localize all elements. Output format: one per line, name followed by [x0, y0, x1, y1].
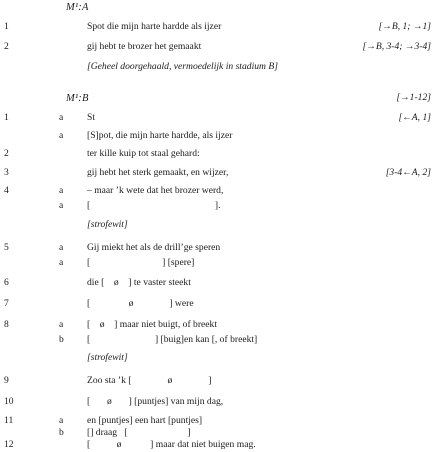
- variant-label: a: [59, 319, 64, 330]
- cross-reference: [→B, 1; →1]: [378, 21, 431, 32]
- variant-label: a: [59, 200, 64, 211]
- line-number: 1: [4, 21, 9, 32]
- section-header-a: M¹:A: [66, 2, 89, 13]
- line-row: [0, 256, 439, 270]
- editorial-note: [0, 351, 439, 365]
- line-text: [ ø ] maar dat niet buigen mag.: [87, 439, 256, 450]
- line-row: [0, 147, 439, 161]
- line-text: St: [87, 112, 96, 123]
- editorial-note: [0, 60, 439, 74]
- line-text: [ ] [buig]en kan [, of breekt]: [87, 334, 258, 345]
- line-text: Zoo sta ’k [ ø ]: [87, 375, 212, 386]
- line-text: – maar ’k wete dat het brozer werd,: [87, 185, 224, 196]
- variant-label: a: [59, 415, 64, 426]
- editorial-note: [0, 218, 439, 232]
- line-row: [0, 166, 439, 180]
- line-row: [0, 318, 439, 332]
- line-row: [0, 333, 439, 347]
- line-row: [0, 199, 439, 213]
- line-row: [0, 276, 439, 290]
- line-row: [0, 111, 439, 125]
- line-text: Spot die mijn harte hardde als ijzer: [87, 21, 222, 32]
- line-number: 1: [4, 112, 9, 123]
- line-number: 9: [4, 375, 9, 386]
- line-number: 11: [4, 415, 14, 426]
- line-number: 10: [4, 396, 14, 407]
- line-text: [S]pot, die mijn harte hardde, als ijzer: [87, 130, 233, 141]
- line-text: die [ ø ] te vaster steekt: [87, 277, 191, 288]
- line-row: [0, 297, 439, 311]
- line-number: 2: [4, 41, 9, 52]
- cross-reference: [←A, 1]: [398, 112, 431, 123]
- line-number: 2: [4, 148, 9, 159]
- note-text: [strofewit]: [87, 219, 128, 230]
- line-row: [0, 129, 439, 143]
- line-text: [ ].: [87, 200, 221, 211]
- line-number: 5: [4, 242, 9, 253]
- line-text: [ ø ] maar niet buigt, of breekt: [87, 319, 218, 330]
- line-text: [ ø ] [puntjes] van mijn dag,: [87, 396, 224, 407]
- line-row: [0, 374, 439, 388]
- line-number: 6: [4, 277, 9, 288]
- variant-label: a: [59, 185, 64, 196]
- line-row: [0, 184, 439, 198]
- section-header-b: M¹:B: [66, 93, 89, 104]
- cross-reference: [→B, 3-4; →3-4]: [362, 41, 431, 52]
- variant-label: a: [59, 242, 64, 253]
- line-row: [0, 241, 439, 255]
- line-text: [ ø ] were: [87, 298, 194, 309]
- note-text: [Geheel doorgehaald, vermoedelijk in stadium B]: [87, 61, 278, 72]
- line-text: en [puntjes] een hart [puntjes]: [87, 415, 203, 426]
- variant-label: a: [59, 257, 64, 268]
- variant-label: a: [59, 112, 64, 123]
- line-number: 12: [4, 439, 14, 450]
- line-text: [] draag [ ]: [87, 427, 191, 438]
- line-text: Gij miekt het als de drill’ge speren: [87, 242, 221, 253]
- line-number: 8: [4, 319, 9, 330]
- line-text: ter kille kuip tot staal gehard:: [87, 148, 200, 159]
- cross-reference: [3-4←A, 2]: [385, 167, 431, 178]
- line-row: [0, 40, 439, 54]
- line-text: [ ] [spere]: [87, 257, 195, 268]
- line-number: 3: [4, 167, 9, 178]
- line-number: 7: [4, 298, 9, 309]
- variant-label: b: [59, 334, 64, 345]
- line-text: gij hebt te brozer het gemaakt: [87, 41, 202, 52]
- line-number: 4: [4, 185, 9, 196]
- variant-label: b: [59, 427, 64, 438]
- section-header-ref-row: [0, 91, 439, 105]
- section-cross-reference: [→1-12]: [396, 92, 431, 103]
- variant-label: a: [59, 130, 64, 141]
- note-text: [strofewit]: [87, 352, 128, 363]
- line-row: [0, 20, 439, 34]
- line-row: [0, 395, 439, 409]
- line-text: gij hebt het sterk gemaakt, en wijzer,: [87, 167, 229, 178]
